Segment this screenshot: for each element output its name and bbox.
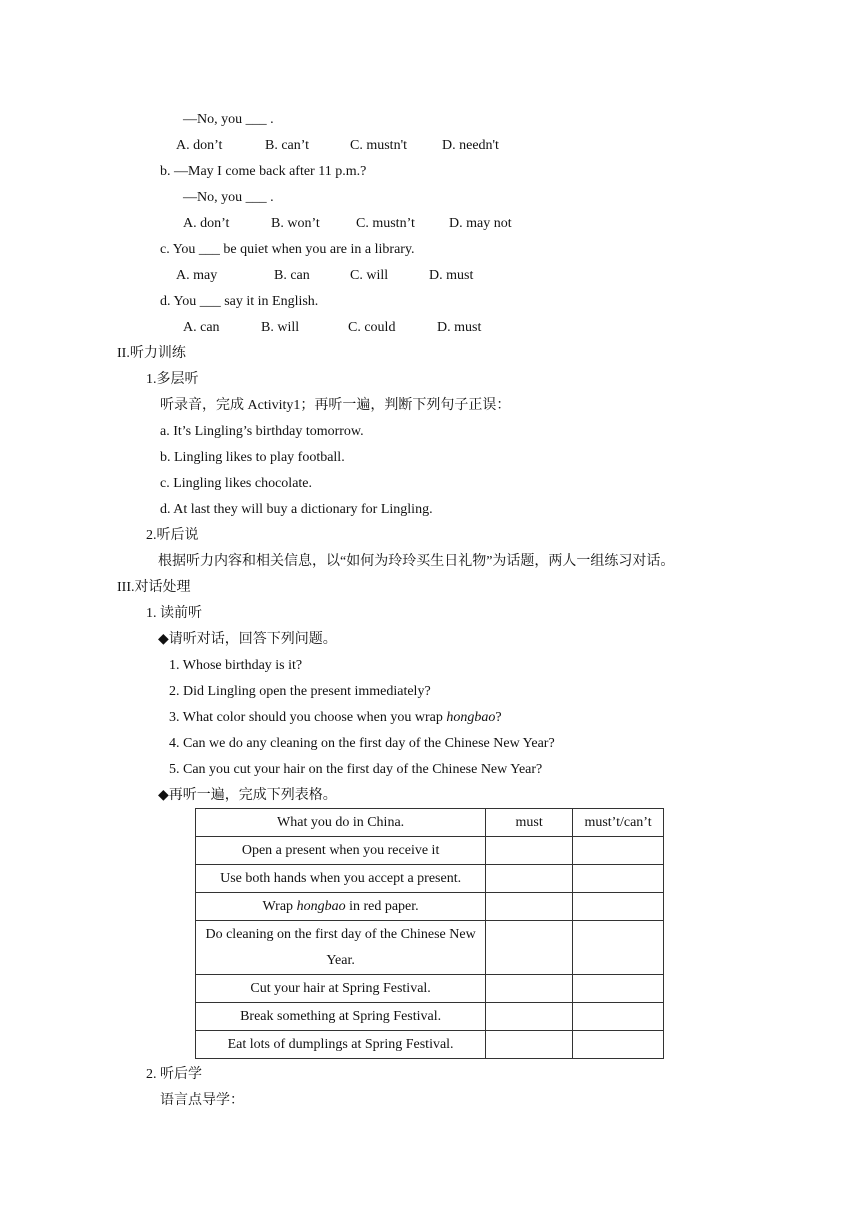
section-2-sub2-text: 根据听力内容和相关信息，以“如何为玲玲买生日礼物”为话题，两人一组练习对话。 [158,554,675,569]
table-cell-must[interactable] [486,1003,573,1031]
table-cell-action: Break something at Spring Festival. [196,1003,486,1031]
table-header: must’t/can’t [573,809,664,837]
question-4: 4. Can we do any cleaning on the first day of the Chinese New Year? [169,736,555,751]
option-d-c: C. could [348,320,396,335]
table-cell-must[interactable] [486,1031,573,1059]
option-b-a: A. don’t [183,216,230,231]
table-cell-mustnt[interactable] [573,865,664,893]
section-3-sub1: 1. 读前听 [146,606,202,621]
section-2-heading: II.听力训练 [117,346,186,361]
table-row [196,865,664,893]
table-cell-must[interactable] [486,921,573,975]
section-2-sub2: 2.听后说 [146,528,199,543]
table-cell-mustnt[interactable] [573,921,664,975]
statement-d: d. At last they will buy a dictionary for Lingling. [160,502,433,517]
question-b-reply: —No, you ___ . [183,190,274,205]
table-cell-action: Open a present when you receive it [196,837,486,865]
option-d-d: D. must [437,320,482,335]
table-cell-action: Eat lots of dumplings at Spring Festival. [196,1031,486,1059]
option-c-b: B. can [274,268,310,283]
section-3-task1: ◆请听对话，回答下列问题。 [158,632,337,647]
table-header: What you do in China. [196,809,486,837]
section-3-task2: ◆再听一遍，完成下列表格。 [158,788,337,803]
statement-b: b. Lingling likes to play football. [160,450,345,465]
section-3-sub2: 2. 听后学 [146,1067,202,1082]
table-cell-must[interactable] [486,865,573,893]
question-c: c. You ___ be quiet when you are in a library. [160,242,415,257]
option-b-c: C. mustn’t [356,216,415,231]
customs-table [195,808,664,1059]
table-row [196,1003,664,1031]
question-2: 2. Did Lingling open the present immediately? [169,684,431,699]
question-5: 5. Can you cut your hair on the first day of the Chinese New Year? [169,762,543,777]
option-c-c: C. will [350,268,389,283]
table-cell-action: Wrap hongbao in red paper. [196,893,486,921]
table-row [196,921,664,975]
section-3-heading: III.对话处理 [117,580,191,595]
table-cell-must[interactable] [486,837,573,865]
section-2-instruction: 听录音，完成 Activity1；再听一遍，判断下列句子正误： [160,398,511,413]
table-header-row [196,809,664,837]
table-cell-mustnt[interactable] [573,893,664,921]
table-cell-mustnt[interactable] [573,1003,664,1031]
option-a-d: D. needn't [442,138,499,153]
option-a-a: A. don’t [176,138,223,153]
statement-a: a. It’s Lingling’s birthday tomorrow. [160,424,364,439]
table-row [196,893,664,921]
option-d-a: A. can [183,320,220,335]
section-2-sub1: 1.多层听 [146,372,199,387]
statement-c: c. Lingling likes chocolate. [160,476,313,491]
question-d: d. You ___ say it in English. [160,294,319,309]
table-row [196,1031,664,1059]
question-3: 3. What color should you choose when you wrap hongbao? [169,710,502,725]
question-b: b. —May I come back after 11 p.m.? [160,164,367,179]
table-cell-mustnt[interactable] [573,837,664,865]
table-cell-mustnt[interactable] [573,1031,664,1059]
question-1: 1. Whose birthday is it? [169,658,303,673]
option-c-d: D. must [429,268,474,283]
table-cell-action: Do cleaning on the first day of the Chinese New Year. [196,921,486,975]
option-d-b: B. will [261,320,300,335]
table-header: must [486,809,573,837]
option-b-b: B. won’t [271,216,320,231]
table-cell-must[interactable] [486,975,573,1003]
question-a-reply: —No, you ___ . [183,112,274,127]
table-cell-mustnt[interactable] [573,975,664,1003]
option-b-d: D. may not [449,216,512,231]
table-cell-action: Cut your hair at Spring Festival. [196,975,486,1003]
option-a-b: B. can’t [265,138,310,153]
option-c-a: A. may [176,268,218,283]
table-row [196,837,664,865]
option-a-c: C. mustn't [350,138,407,153]
table-row [196,975,664,1003]
section-3-sub2-text: 语言点导学： [160,1093,244,1108]
table-cell-action: Use both hands when you accept a present. [196,865,486,893]
table-cell-must[interactable] [486,893,573,921]
